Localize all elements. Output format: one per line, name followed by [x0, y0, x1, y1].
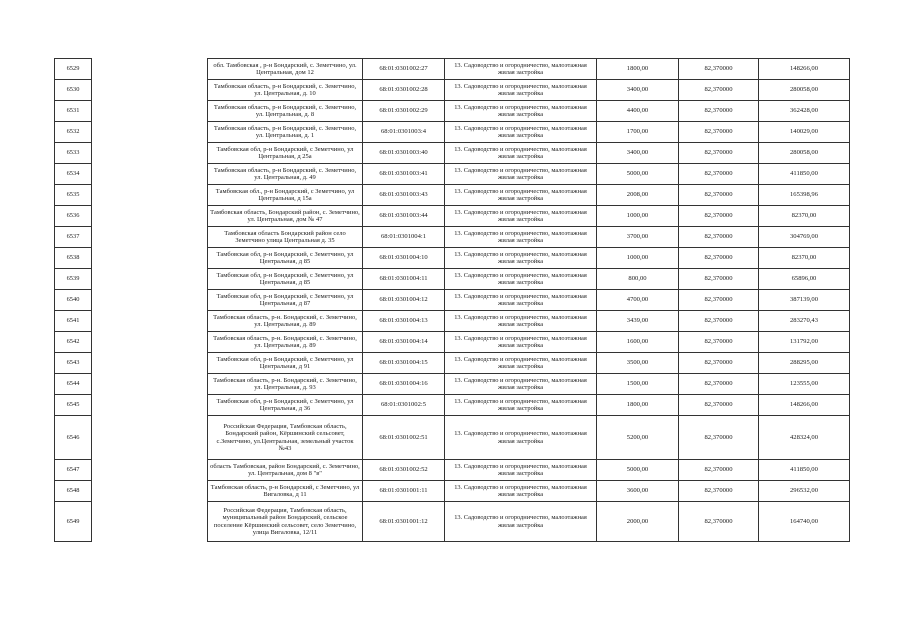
cadastral-number-cell: 68:01:0301002:51 [363, 416, 445, 460]
spacer-cell [92, 164, 208, 185]
cadastral-value-cell: 140029,00 [759, 122, 850, 143]
land-use-cell: 13. Садоводство и огородничество, малоэтажная жилая застройка [445, 332, 597, 353]
table-row [55, 460, 850, 481]
specific-value-cell: 82,370000 [679, 353, 759, 374]
record-number-cell: 6544 [55, 374, 92, 395]
cadastral-value-cell: 411850,00 [759, 164, 850, 185]
address-cell: Тамбовская область Бондарский район село Земетчино улица Центральная д. 35 [208, 227, 363, 248]
address-cell: область Тамбовская, район Бондарский, с. Земетчино, ул. Центральная, дом 8 "в" [208, 460, 363, 481]
table-row [55, 395, 850, 416]
cadastral-number-cell: 68:01:0301002:52 [363, 460, 445, 481]
specific-value-cell: 82,370000 [679, 164, 759, 185]
address-cell: Тамбовская обл, р-н Бондарский, с Земетчино, ул Центральная, д 91 [208, 353, 363, 374]
area-cell: 2000,00 [597, 502, 679, 542]
area-cell: 1000,00 [597, 206, 679, 227]
address-cell: обл. Тамбовская , р-н Бондарский, с. Земетчино, ул. Центральная, дом 12 [208, 59, 363, 80]
cadastral-value-cell: 411850,00 [759, 460, 850, 481]
cadastral-value-cell: 387139,00 [759, 290, 850, 311]
land-use-cell: 13. Садоводство и огородничество, малоэтажная жилая застройка [445, 374, 597, 395]
land-use-cell: 13. Садоводство и огородничество, малоэтажная жилая застройка [445, 164, 597, 185]
cadastral-number-cell: 68:01:0301002:28 [363, 80, 445, 101]
record-number-cell: 6538 [55, 248, 92, 269]
specific-value-cell: 82,370000 [679, 206, 759, 227]
address-cell: Тамбовская область, р-н Бондарский, с. Земетчино, ул. Центральная, д. 10 [208, 80, 363, 101]
area-cell: 4700,00 [597, 290, 679, 311]
cadastral-value-cell: 296532,00 [759, 481, 850, 502]
address-cell: Тамбовская область, Бондарский район, с. Земетчино, ул. Центральная, дом № 47 [208, 206, 363, 227]
cadastral-value-cell: 280058,00 [759, 143, 850, 164]
address-cell: Тамбовская область, р-н. Бондарский, с. Земетчино, ул. Центральная, д. 93 [208, 374, 363, 395]
address-cell: Тамбовская область, р-н. Бондарский, с. Земетчино, ул. Центральная, д. 89 [208, 311, 363, 332]
land-use-cell: 13. Садоводство и огородничество, малоэтажная жилая застройка [445, 416, 597, 460]
area-cell: 3400,00 [597, 80, 679, 101]
specific-value-cell: 82,370000 [679, 395, 759, 416]
specific-value-cell: 82,370000 [679, 122, 759, 143]
spacer-cell [92, 374, 208, 395]
cadastral-number-cell: 68:01:0301004:1 [363, 227, 445, 248]
specific-value-cell: 82,370000 [679, 185, 759, 206]
land-use-cell: 13. Садоводство и огородничество, малоэтажная жилая застройка [445, 311, 597, 332]
cadastral-number-cell: 68:01:0301002:27 [363, 59, 445, 80]
record-number-cell: 6537 [55, 227, 92, 248]
spacer-cell [92, 59, 208, 80]
address-cell: Тамбовская область, р-н Бондарский, с Земетчино, ул Вигаловка, д 11 [208, 481, 363, 502]
spacer-cell [92, 311, 208, 332]
table-row [55, 481, 850, 502]
record-number-cell: 6536 [55, 206, 92, 227]
cadastral-number-cell: 68:01:0301003:43 [363, 185, 445, 206]
spacer-cell [92, 248, 208, 269]
spacer-cell [92, 481, 208, 502]
record-number-cell: 6542 [55, 332, 92, 353]
table-row [55, 206, 850, 227]
record-number-cell: 6546 [55, 416, 92, 460]
land-use-cell: 13. Садоводство и огородничество, малоэтажная жилая застройка [445, 502, 597, 542]
cadastral-number-cell: 68:01:0301003:40 [363, 143, 445, 164]
specific-value-cell: 82,370000 [679, 332, 759, 353]
cadastral-value-cell: 148266,00 [759, 59, 850, 80]
spacer-cell [92, 395, 208, 416]
record-number-cell: 6531 [55, 101, 92, 122]
land-use-cell: 13. Садоводство и огородничество, малоэтажная жилая застройка [445, 143, 597, 164]
table-row [55, 164, 850, 185]
table-row [55, 353, 850, 374]
address-cell: Тамбовская область, р-н Бондарский, с. Земетчино, ул. Центральная, д. 1 [208, 122, 363, 143]
cadastral-value-cell: 288295,00 [759, 353, 850, 374]
specific-value-cell: 82,370000 [679, 374, 759, 395]
spacer-cell [92, 143, 208, 164]
address-cell: Тамбовская обл, р-н Бондарский, с Земетчино, ул Центральная, д 87 [208, 290, 363, 311]
area-cell: 5000,00 [597, 460, 679, 481]
table-row [55, 374, 850, 395]
land-use-cell: 13. Садоводство и огородничество, малоэтажная жилая застройка [445, 101, 597, 122]
table-row [55, 122, 850, 143]
cadastral-number-cell: 68:01:0301001:12 [363, 502, 445, 542]
record-number-cell: 6530 [55, 80, 92, 101]
spacer-cell [92, 290, 208, 311]
area-cell: 4400,00 [597, 101, 679, 122]
record-number-cell: 6545 [55, 395, 92, 416]
record-number-cell: 6535 [55, 185, 92, 206]
cadastral-number-cell: 68:01:0301002:29 [363, 101, 445, 122]
table-body [55, 59, 850, 542]
cadastral-value-cell: 148266,00 [759, 395, 850, 416]
spacer-cell [92, 353, 208, 374]
cadastral-number-cell: 68:01:0301004:13 [363, 311, 445, 332]
cadastral-number-cell: 68:01:0301003:4 [363, 122, 445, 143]
cadastral-value-cell: 123555,00 [759, 374, 850, 395]
specific-value-cell: 82,370000 [679, 143, 759, 164]
table-row [55, 269, 850, 290]
table-row [55, 332, 850, 353]
spacer-cell [92, 185, 208, 206]
cadastral-value-cell: 280058,00 [759, 80, 850, 101]
record-number-cell: 6540 [55, 290, 92, 311]
table-row [55, 502, 850, 542]
area-cell: 3700,00 [597, 227, 679, 248]
specific-value-cell: 82,370000 [679, 101, 759, 122]
cadastral-number-cell: 68:01:0301003:41 [363, 164, 445, 185]
spacer-cell [92, 101, 208, 122]
cadastral-number-cell: 68:01:0301004:11 [363, 269, 445, 290]
cadastral-number-cell: 68:01:0301004:10 [363, 248, 445, 269]
area-cell: 1800,00 [597, 395, 679, 416]
record-number-cell: 6543 [55, 353, 92, 374]
address-cell: Тамбовская обл, р-н Бондарский, с Земетчино, ул Центральная, д 85 [208, 269, 363, 290]
cadastral-value-cell: 283270,43 [759, 311, 850, 332]
land-use-cell: 13. Садоводство и огородничество, малоэтажная жилая застройка [445, 122, 597, 143]
cadastral-number-cell: 68:01:0301004:12 [363, 290, 445, 311]
land-use-cell: 13. Садоводство и огородничество, малоэтажная жилая застройка [445, 269, 597, 290]
specific-value-cell: 82,370000 [679, 290, 759, 311]
land-use-cell: 13. Садоводство и огородничество, малоэтажная жилая застройка [445, 248, 597, 269]
record-number-cell: 6539 [55, 269, 92, 290]
spacer-cell [92, 227, 208, 248]
table-row [55, 227, 850, 248]
address-cell: Тамбовская область, р-н. Бондарский, с. Земетчино, ул. Центральная, д. 89 [208, 332, 363, 353]
specific-value-cell: 82,370000 [679, 227, 759, 248]
table-row [55, 248, 850, 269]
area-cell: 3500,00 [597, 353, 679, 374]
cadastral-number-cell: 68:01:0301003:44 [363, 206, 445, 227]
specific-value-cell: 82,370000 [679, 502, 759, 542]
specific-value-cell: 82,370000 [679, 416, 759, 460]
land-use-cell: 13. Садоводство и огородничество, малоэтажная жилая застройка [445, 227, 597, 248]
cadastral-value-cell: 362428,00 [759, 101, 850, 122]
land-use-cell: 13. Садоводство и огородничество, малоэтажная жилая застройка [445, 59, 597, 80]
land-use-cell: 13. Садоводство и огородничество, малоэтажная жилая застройка [445, 185, 597, 206]
cadastral-number-cell: 68:01:0301004:15 [363, 353, 445, 374]
table-row [55, 416, 850, 460]
spacer-cell [92, 332, 208, 353]
land-use-cell: 13. Садоводство и огородничество, малоэтажная жилая застройка [445, 460, 597, 481]
spacer-cell [92, 122, 208, 143]
area-cell: 1800,00 [597, 59, 679, 80]
area-cell: 5200,00 [597, 416, 679, 460]
table-row [55, 101, 850, 122]
area-cell: 3439,00 [597, 311, 679, 332]
land-use-cell: 13. Садоводство и огородничество, малоэтажная жилая застройка [445, 353, 597, 374]
cadastral-value-cell: 165398,96 [759, 185, 850, 206]
spacer-cell [92, 460, 208, 481]
specific-value-cell: 82,370000 [679, 80, 759, 101]
address-cell: Тамбовская обл, р-н Бондарский, с Земетчино, ул Центральная, д 25а [208, 143, 363, 164]
cadastral-value-cell: 82370,00 [759, 206, 850, 227]
record-number-cell: 6529 [55, 59, 92, 80]
cadastral-value-cell: 428324,00 [759, 416, 850, 460]
cadastral-number-cell: 68:01:0301004:14 [363, 332, 445, 353]
record-number-cell: 6541 [55, 311, 92, 332]
cadastral-number-cell: 68:01:0301004:16 [363, 374, 445, 395]
table-row [55, 185, 850, 206]
area-cell: 3400,00 [597, 143, 679, 164]
area-cell: 5000,00 [597, 164, 679, 185]
cadastral-value-cell: 304769,00 [759, 227, 850, 248]
spacer-cell [92, 206, 208, 227]
land-use-cell: 13. Садоводство и огородничество, малоэтажная жилая застройка [445, 206, 597, 227]
cadastral-value-cell: 164740,00 [759, 502, 850, 542]
area-cell: 1000,00 [597, 248, 679, 269]
spacer-cell [92, 416, 208, 460]
spacer-cell [92, 502, 208, 542]
area-cell: 3600,00 [597, 481, 679, 502]
land-use-cell: 13. Садоводство и огородничество, малоэтажная жилая застройка [445, 395, 597, 416]
area-cell: 800,00 [597, 269, 679, 290]
record-number-cell: 6534 [55, 164, 92, 185]
cadastral-number-cell: 68:01:0301002:5 [363, 395, 445, 416]
specific-value-cell: 82,370000 [679, 311, 759, 332]
address-cell: Тамбовская обл, р-н Бондарский, с Земетчино, ул Центральная, д 36 [208, 395, 363, 416]
specific-value-cell: 82,370000 [679, 59, 759, 80]
cadastral-value-cell: 82370,00 [759, 248, 850, 269]
spacer-cell [92, 80, 208, 101]
record-number-cell: 6532 [55, 122, 92, 143]
land-use-cell: 13. Садоводство и огородничество, малоэтажная жилая застройка [445, 80, 597, 101]
cadastral-value-cell: 65896,00 [759, 269, 850, 290]
address-cell: Тамбовская область, р-н Бондарский, с. Земетчино, ул. Центральная, д. 8 [208, 101, 363, 122]
cadastral-number-cell: 68:01:0301001:11 [363, 481, 445, 502]
specific-value-cell: 82,370000 [679, 481, 759, 502]
area-cell: 1600,00 [597, 332, 679, 353]
address-cell: Российская Федерация, Тамбовская область, Бондарский район, Кёршинский сельсовет, с.Земетчино, ул.Центральная, земельный участок №43 [208, 416, 363, 460]
area-cell: 1700,00 [597, 122, 679, 143]
table-row [55, 143, 850, 164]
land-use-cell: 13. Садоводство и огородничество, малоэтажная жилая застройка [445, 481, 597, 502]
specific-value-cell: 82,370000 [679, 269, 759, 290]
record-number-cell: 6549 [55, 502, 92, 542]
table-row [55, 311, 850, 332]
record-number-cell: 6548 [55, 481, 92, 502]
table-row [55, 290, 850, 311]
address-cell: Тамбовская обл., р-н Бондарский, с Земетчино, ул Центральная, д 15а [208, 185, 363, 206]
address-cell: Российская Федерация, Тамбовская область, муниципальный район Бондарский, сельское поселение Кёршинский сельсовет, село Земетчино, улица Вигаловка, 12/11 [208, 502, 363, 542]
area-cell: 1500,00 [597, 374, 679, 395]
land-registry-table [54, 58, 850, 542]
cadastral-value-cell: 131792,00 [759, 332, 850, 353]
area-cell: 2008,00 [597, 185, 679, 206]
land-use-cell: 13. Садоводство и огородничество, малоэтажная жилая застройка [445, 290, 597, 311]
address-cell: Тамбовская область, р-н Бондарский, с. Земетчино, ул. Центральная, д. 49 [208, 164, 363, 185]
record-number-cell: 6547 [55, 460, 92, 481]
specific-value-cell: 82,370000 [679, 248, 759, 269]
spacer-cell [92, 269, 208, 290]
table-row [55, 59, 850, 80]
address-cell: Тамбовская обл, р-н Бондарский, с Земетчино, ул Центральная, д 85 [208, 248, 363, 269]
table-row [55, 80, 850, 101]
specific-value-cell: 82,370000 [679, 460, 759, 481]
record-number-cell: 6533 [55, 143, 92, 164]
